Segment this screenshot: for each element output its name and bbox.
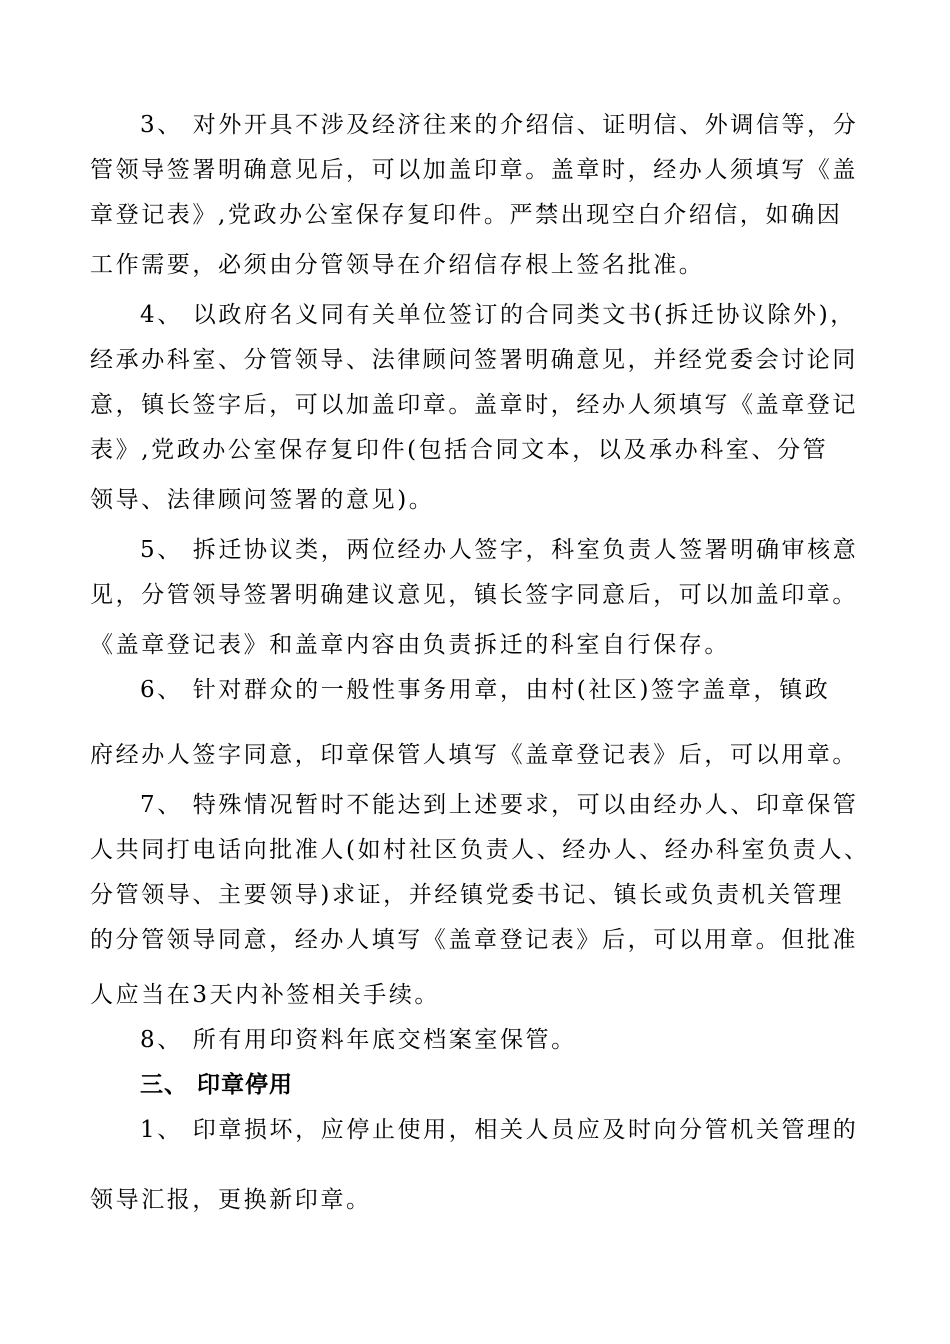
item-4-line-5: 领导、法律顾问签署的意见)。	[90, 487, 435, 513]
item-7-line-3: 分管领导、主要领导)求证，并经镇党委书记、镇长或负责机关管理	[90, 882, 844, 908]
item-7-line-5: 人应当在3天内补签相关手续。	[90, 982, 441, 1008]
item-7-line-2: 人共同打电话向批准人(如村社区负责人、经办人、经办科室负责人、	[90, 837, 870, 863]
item-7-line-1: 7、 特殊情况暂时不能达到上述要求，可以由经办人、印章保管	[140, 792, 859, 818]
item-3-line-4: 工作需要，必须由分管领导在介绍信存根上签名批准。	[90, 252, 705, 278]
item-4-line-2: 经承办科室、分管领导、法律顾问签署明确意见，并经党委会讨论同	[90, 347, 858, 373]
item-4-line-1: 4、 以政府名义同有关单位签订的合同类文书(拆迁协议除外)，	[140, 302, 856, 328]
item-3-line-2: 管领导签署明确意见后，可以加盖印章。盖章时，经办人须填写《盖	[90, 157, 858, 183]
sub-1-line-1: 1、 印章损坏，应停止使用，相关人员应及时向分管机关管理的	[140, 1117, 859, 1143]
item-5-line-1: 5、 拆迁协议类，两位经办人签字，科室负责人签署明确审核意	[140, 537, 859, 563]
item-5-line-2: 见，分管领导签署明确建议意见，镇长签字同意后，可以加盖印章。	[90, 582, 858, 608]
item-6-line-1: 6、 针对群众的一般性事务用章，由村(社区)签字盖章，镇政	[140, 677, 831, 703]
section-heading-seal-suspension: 三、 印章停用	[140, 1072, 294, 1098]
item-6-line-2: 府经办人签字同意，印章保管人填写《盖章登记表》后，可以用章。	[90, 742, 858, 768]
item-3-line-3: 章登记表》,党政办公室保存复印件。严禁出现空白介绍信，如确因	[90, 202, 843, 228]
item-4-line-4: 表》,党政办公室保存复印件(包括合同文本，以及承办科室、分管	[90, 437, 829, 463]
item-8-line-1: 8、 所有用印资料年底交档案室保管。	[140, 1027, 577, 1053]
item-4-line-3: 意，镇长签字后，可以加盖印章。盖章时，经办人须填写《盖章登记	[90, 392, 858, 418]
item-7-line-4: 的分管领导同意，经办人填写《盖章登记表》后，可以用章。但批准	[90, 927, 858, 953]
sub-1-line-2: 领导汇报，更换新印章。	[90, 1187, 372, 1213]
item-5-line-3: 《盖章登记表》和盖章内容由负责拆迁的科室自行保存。	[90, 632, 730, 658]
item-3-line-1: 3、 对外开具不涉及经济往来的介绍信、证明信、外调信等，分	[140, 112, 859, 138]
